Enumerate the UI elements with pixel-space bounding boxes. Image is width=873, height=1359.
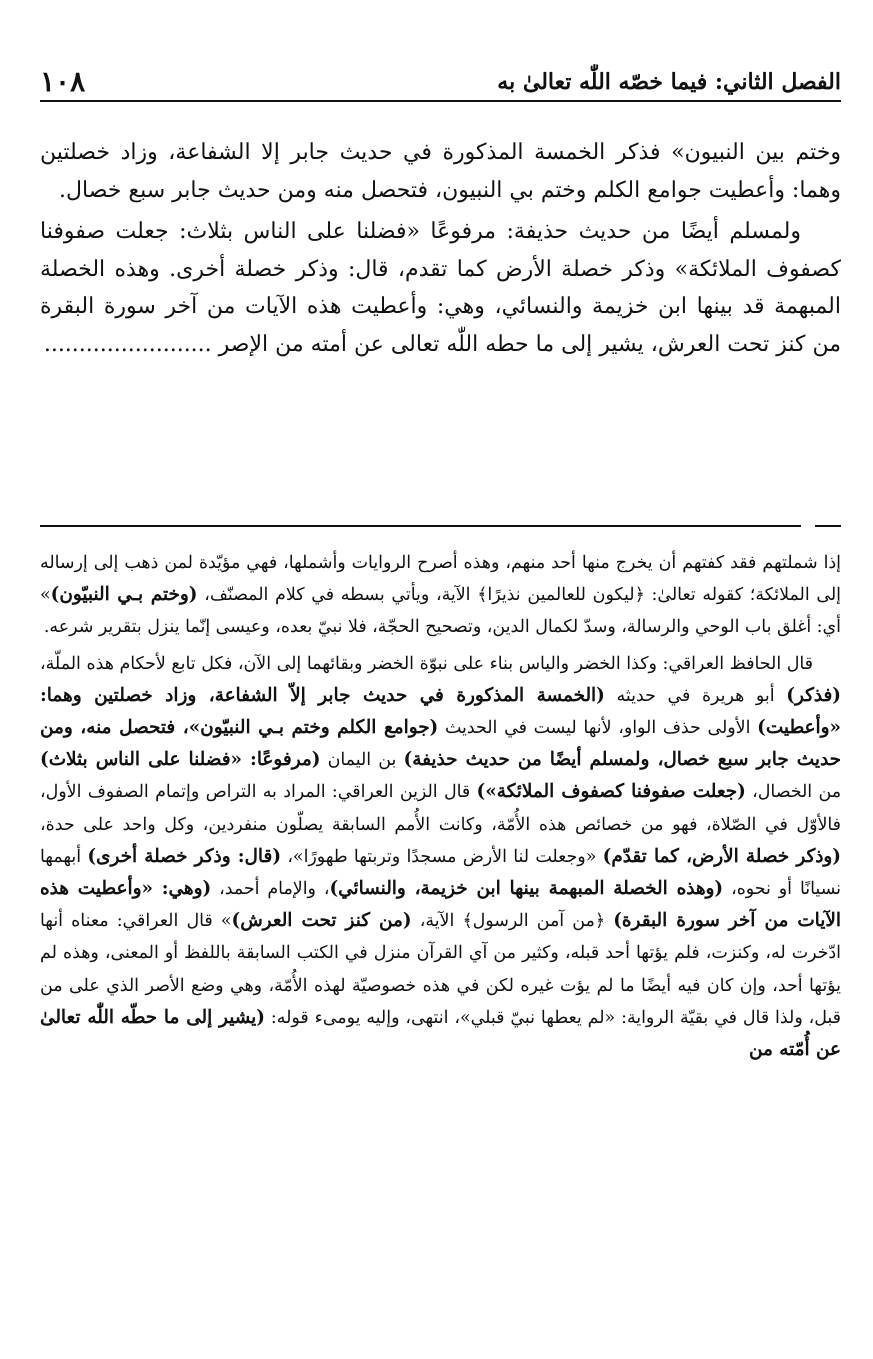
page-header: [40, 58, 841, 102]
quoted-text: (من كنز تحت العرش): [231, 910, 412, 932]
text-run: ﴿من آمن الرسول﴾ الآية،: [411, 911, 614, 932]
commentary-paragraph-1: [40, 547, 841, 644]
quoted-text: (وذكر خصلة الأرض، كما تقدّم): [602, 845, 841, 867]
quoted-text: (وهي: «وأعطيت هذه الآيات من آخر سورة البقرة): [40, 878, 841, 932]
text-run: من الخصال،: [745, 782, 842, 803]
quoted-text: (مرفوعًا: «فضلنا على الناس بثلاث): [40, 749, 321, 771]
quoted-text: (يشير إلى ما حطّه اللّٰه تعالىٰ عن أُمّته من: [40, 1006, 841, 1061]
running-title: الفصل الثاني: فيما خصّه اللّٰه تعالىٰ به: [497, 69, 841, 95]
text-run: أبهمها نسيانًا أو نحوه،: [40, 846, 841, 900]
quoted-text: (وهذه الخصلة المبهمة بينها ابن خزيمة، والنسائي): [329, 878, 724, 900]
commentary: [40, 547, 841, 1066]
text-run: ، والإمام أحمد،: [211, 879, 330, 900]
text-run: «وجعلت لنا الأرض مسجدًا وتربتها طهورًا»،: [281, 846, 603, 867]
text-run: قال الزين العراقي: المراد به التراص وإتمام الصفوف الأول، فالأوّل في الصّلاة، فهو من خصائص هذه الأُمّة، وكانت الأُمم السابقة يصلّون منفردين، وكل واحد على حدة،: [40, 782, 841, 835]
main-text: [40, 134, 841, 363]
text-run: إذا شملتهم فقد كفتهم أن يخرج منها أحد منهم، وهذه أصرح الروايات وأشملها، فهي مؤيّدة لمن ذهب إلى إرساله إلى الملائكة؛ كقوله تعالىٰ: ﴿ليكون للعالمين نذيرًا﴾ الآية، ويأتي بسطه في كلام المصنّف،: [40, 553, 841, 606]
text-run: قال الحافظ العراقي: وكذا الخضر والياس بناء على نبوّة الخضر وبقائهما إلى الآن، فكل تابع لأحكام هذه الملّة،: [40, 653, 813, 674]
quoted-text: (جوامع الكلم وختم بـي النبيّون»، فتحصل منه، ومن حديث جابر سبع خصال، ولمسلم أيضًا من حديث حذيفة): [40, 717, 841, 771]
text-run: » أي: أغلق باب الوحي والرسالة، وسدّ لكمال الدين، وتصحيح الحجّة، فلا نبيّ بعده، وعيسى إنّما ينزل بتقرير شرعه.: [40, 585, 841, 638]
quoted-text: (الخمسة المذكورة في حديث جابر إلاّ الشفاعة، وزاد خصلتين وهما: «وأعطيت): [40, 684, 841, 739]
text-run: أبو هريرة في حديثه: [604, 685, 787, 706]
text-run: بن اليمان: [320, 750, 404, 771]
quoted-text: (جعلت صفوفنا كصفوف الملائكة»): [476, 781, 746, 803]
main-paragraph-2: ولمسلم أيضًا من حديث حذيفة: مرفوعًا «فضلنا على الناس بثلاث: جعلت صفوفنا كصفوف الملائكة» وذكر خصلة الأرض كما تقدم، قال: وذكر خصلة أخرى. وهذه الخصلة المبهمة قد بينها ابن خزيمة والنسائي، وهي: وأعطيت هذه الآيات من آخر سورة البقرة من كنز تحت العرش، يشير إلى ما حطه اللّٰه تعالى عن أمته من الإصر ........................: [40, 219, 841, 357]
text-run: الأولى حذف الواو، لأنها ليست في الحديث: [438, 718, 758, 739]
quoted-text: (وختم بـي النبيّون): [50, 584, 198, 606]
footnote-divider: [40, 525, 841, 527]
page-number: ١٠٨: [40, 65, 86, 98]
commentary-paragraph-2: [40, 648, 841, 1067]
quoted-text: (فذكر): [786, 684, 841, 706]
divider-gap: [801, 522, 815, 530]
text-run: » قال العراقي: معناه أنها ادّخرت له، وكنزت، فلم يؤتها أحد قبله، وكثير من آي القرآن منزل في الكتب السابقة باللفظ أو المعنى، وهذه لم يؤتها أحد، وإن كان فيه أيضًا ما لم يؤت غيره لكن في هذه خصوصيّة لهذه الأُمّة، وهي وضع الأصر الذي على من قبل، ولذا قال في بقيّة الرواية: «لم يعطها نبيّ قبلي»، انتهى، وإليه يومىء قوله:: [40, 911, 841, 1028]
main-paragraph-1: وختم بين النبيون» فذكر الخمسة المذكورة في حديث جابر إلا الشفاعة، وزاد خصلتين وهما: وأعطيت جوامع الكلم وختم بي النبيون، فتحصل منه ومن حديث جابر سبع خصال.: [40, 140, 841, 203]
quoted-text: (قال: وذكر خصلة أخرى): [87, 845, 282, 867]
